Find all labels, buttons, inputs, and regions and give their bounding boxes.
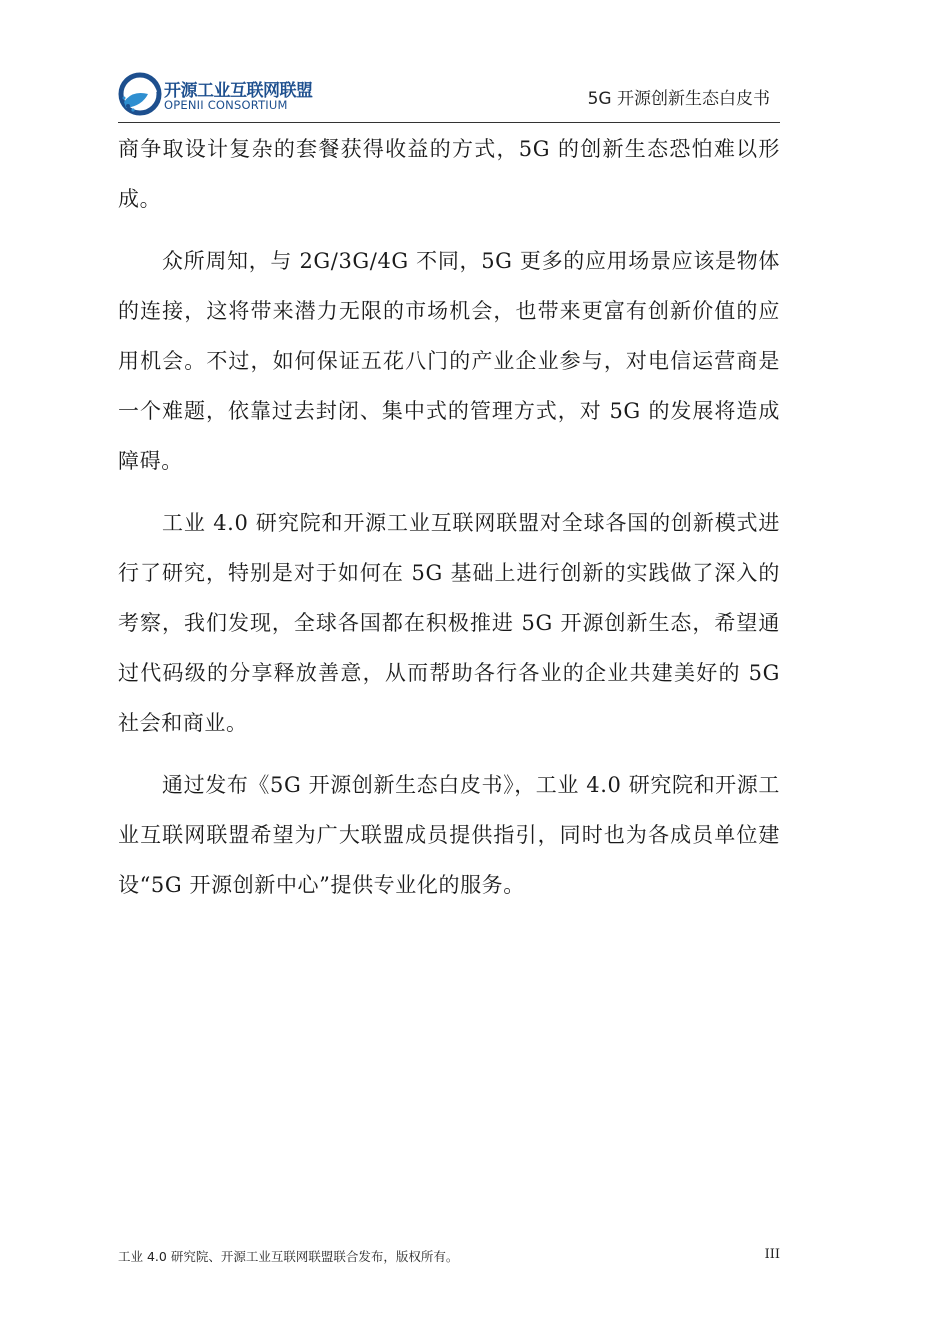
- page-number: III: [764, 1247, 780, 1262]
- page-body: [118, 124, 780, 910]
- page-footer: [118, 1247, 780, 1267]
- logo-text-cn: 开源工业互联网联盟: [164, 81, 313, 101]
- logo-text-en: OPENII CONSORTIUM: [164, 98, 288, 112]
- copyright-text: 工业 4.0 研究院、开源工业互联网联盟联合发布，版权所有。: [118, 1249, 459, 1264]
- paragraph-2: 众所周知，与 2G/3G/4G 不同，5G 更多的应用场景应该是物体的连接，这将带来潜力无限的市场机会，也带来更富有创新价值的应用机会。不过，如何保证五花八门的产业企业参与，对电信运营商是一个难题，依靠过去封闭、集中式的管理方式，对 5G 的发展将造成障碍。: [118, 249, 780, 473]
- openii-logo-icon: [118, 72, 162, 116]
- openii-logo: [118, 72, 318, 116]
- paragraph-1: 商争取设计复杂的套餐获得收益的方式，5G 的创新生态恐怕难以形成。: [118, 137, 780, 211]
- paragraph-4: 通过发布《5G 开源创新生态白皮书》，工业 4.0 研究院和开源工业互联网联盟希望为广大联盟成员提供指引，同时也为各成员单位建设“5G 开源创新中心”提供专业化的服务。: [118, 773, 780, 897]
- document-title: 5G 开源创新生态白皮书: [587, 89, 770, 109]
- page-header: [118, 68, 780, 123]
- paragraph-3: 工业 4.0 研究院和开源工业互联网联盟对全球各国的创新模式进行了研究，特别是对于如何在 5G 基础上进行创新的实践做了深入的考察，我们发现，全球各国都在积极推进 5G 开源创新生态，希望通过代码级的分享释放善意，从而帮助各行各业的企业共建美好的 5G 社会和商业。: [118, 511, 780, 735]
